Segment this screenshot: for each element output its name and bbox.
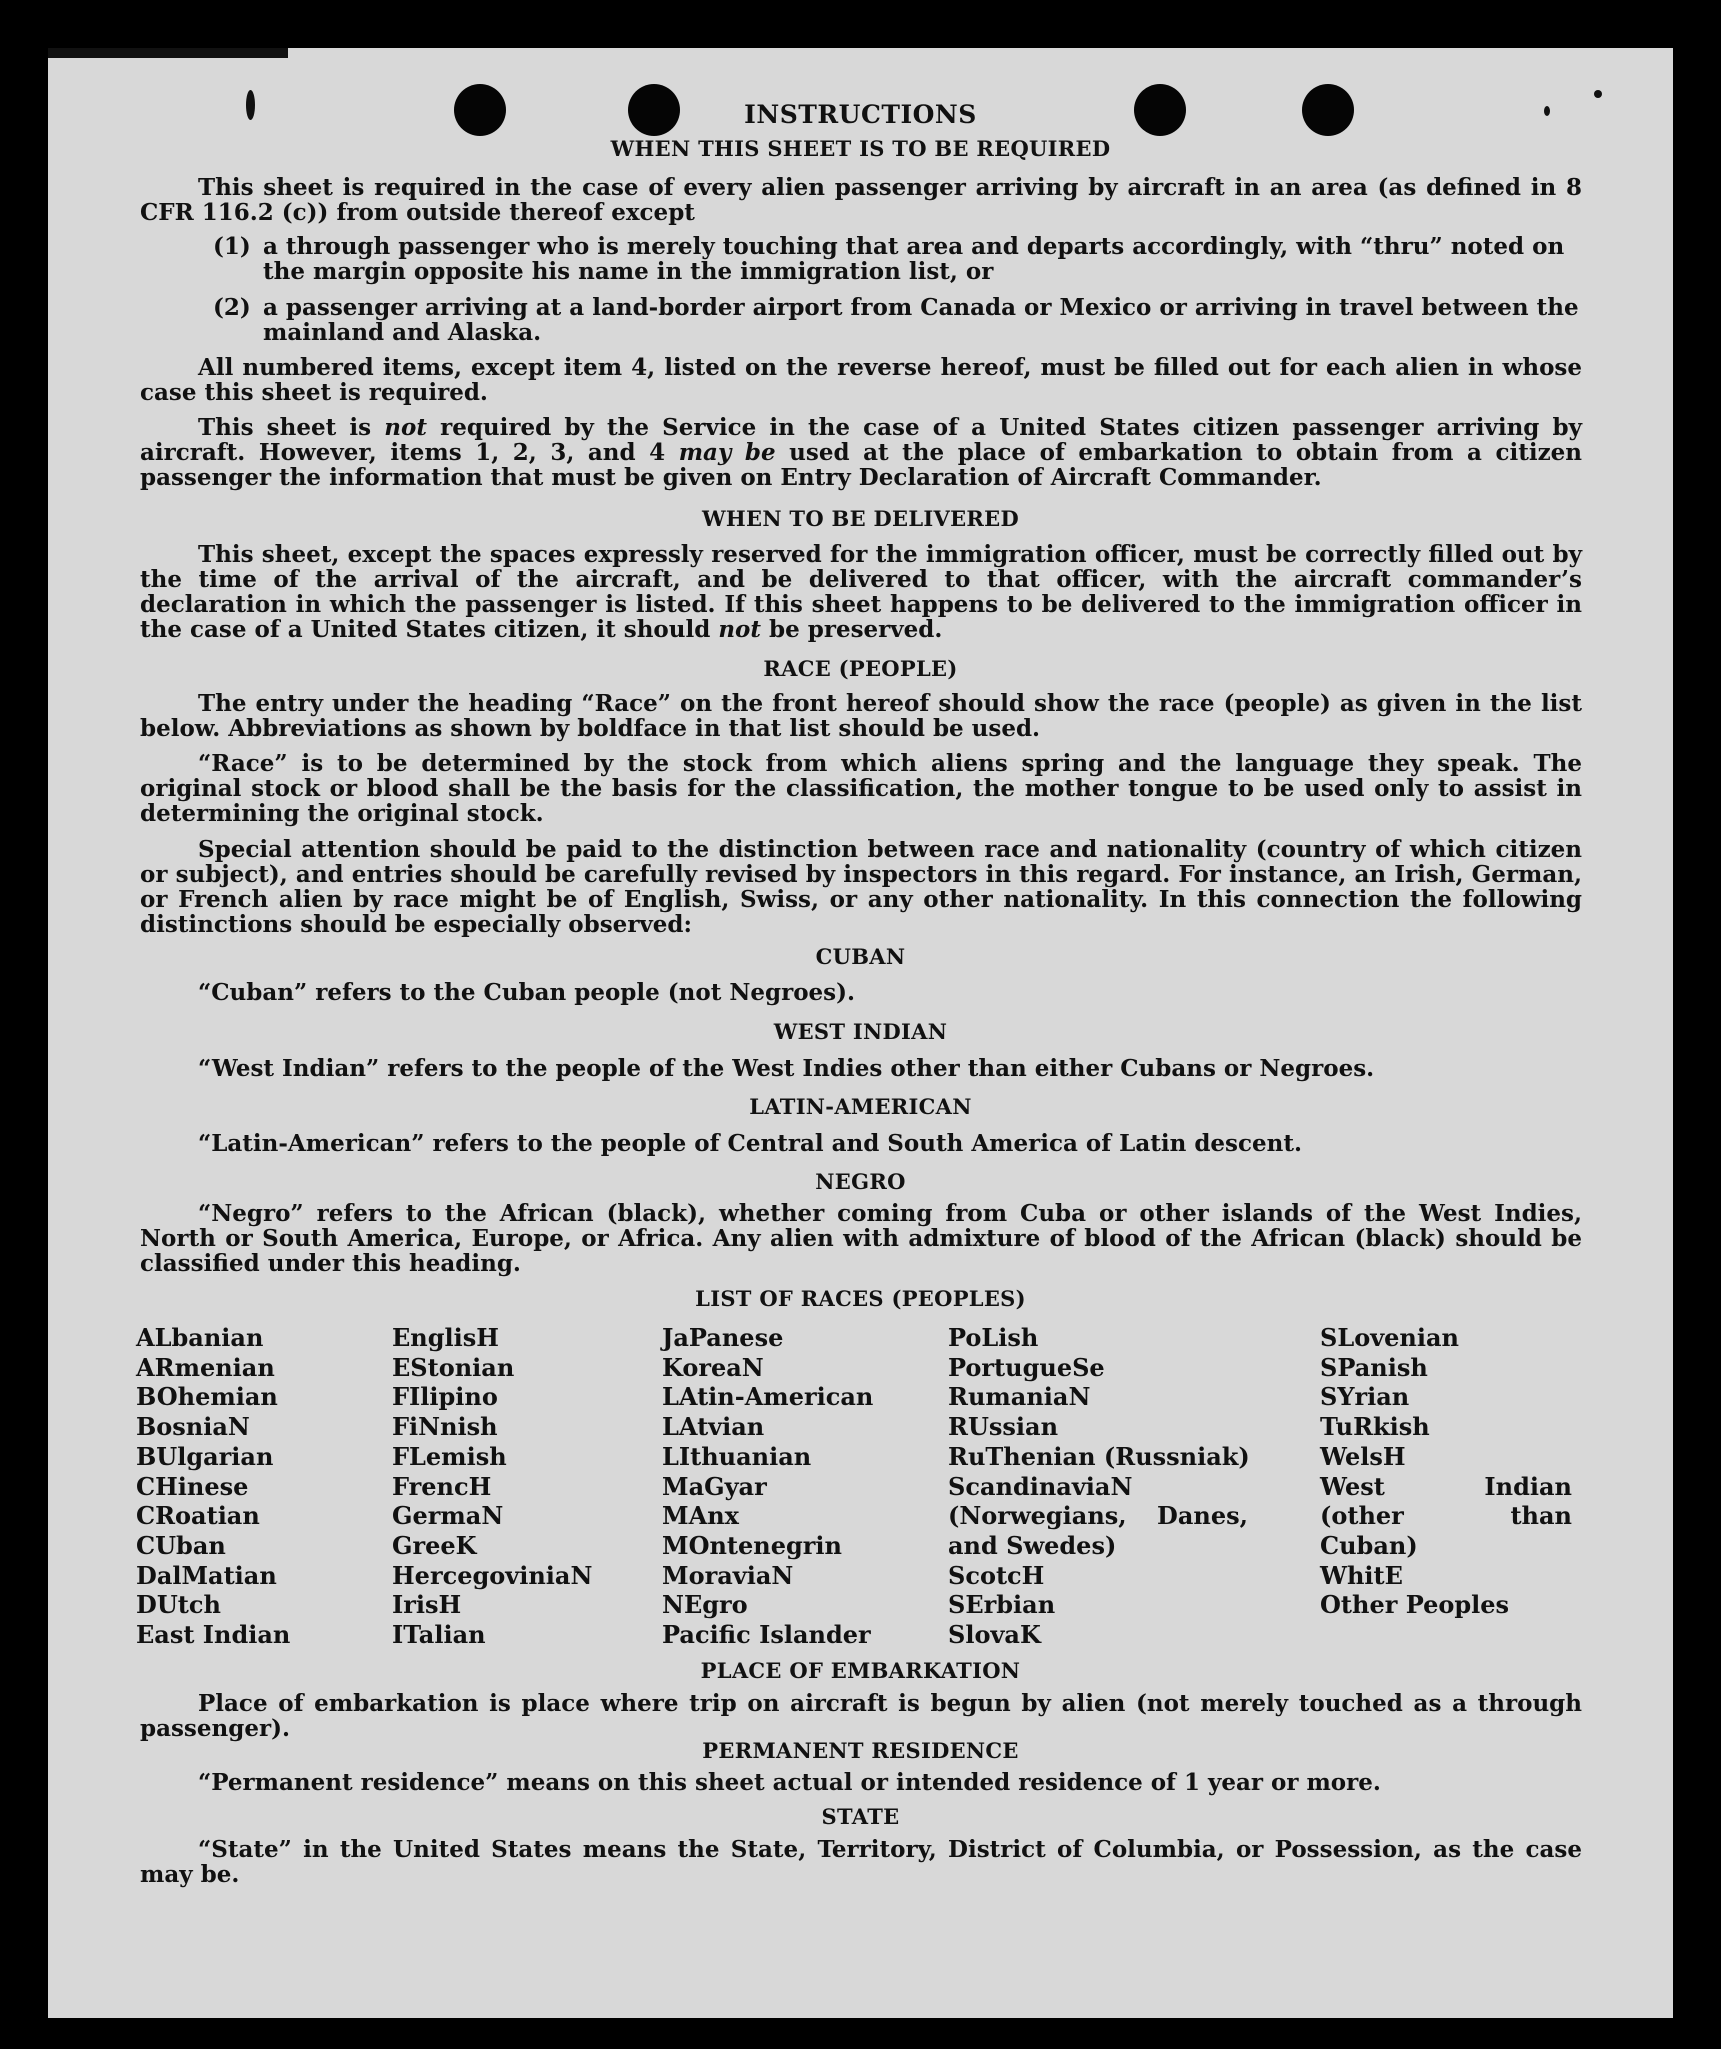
race-list-item: Other Peoples: [1320, 1590, 1510, 1620]
race-list-item: HercegoviniaN: [392, 1560, 593, 1590]
paragraph-required: This sheet is required in the case of every alien passenger arriving by aircraft in an area (as defined in 8 CFR 116.2 (c)) from outside thereof except: [140, 174, 1582, 226]
races-column-5: [1320, 1323, 1572, 1620]
section-heading-cuban: CUBAN: [815, 944, 906, 969]
race-list-item: MOntenegrin: [662, 1530, 842, 1560]
section-heading-west-indian: WEST INDIAN: [773, 1019, 948, 1044]
race-list-item: BOhemian: [136, 1382, 278, 1412]
section-heading-embarkation: PLACE OF EMBARKATION: [700, 1658, 1021, 1683]
race-list-item: SErbian: [948, 1590, 1056, 1620]
section-heading-state: STATE: [821, 1804, 900, 1829]
list-item-text: a through passenger who is merely touching that area and departs accordingly, with “thru” noted on the margin opposite his name in the immigration list, or: [263, 233, 1565, 285]
paragraph-race-entry: The entry under the heading “Race” on the front hereof should show the race (people) as given in the list below. Abbreviations as shown by boldface in that list should be used.: [140, 690, 1582, 742]
race-list-item: MAnx: [662, 1501, 739, 1531]
race-list-item: CRoatian: [136, 1501, 260, 1531]
race-list-item: GermaN: [392, 1501, 504, 1531]
race-list-item: ITalian: [392, 1620, 486, 1650]
section-heading-negro: NEGRO: [815, 1169, 906, 1194]
race-list-item: LIthuanian: [662, 1441, 812, 1471]
list-item-text: a passenger arriving at a land-border airport from Canada or Mexico or arriving in travel between the mainland and Alaska.: [263, 294, 1579, 346]
race-list-item: BosniaN: [136, 1412, 250, 1442]
paragraph-numbered-items: All numbered items, except item 4, listed on the reverse hereof, must be filled out for each alien in whose case this sheet is required.: [140, 354, 1582, 406]
page-title: INSTRUCTIONS: [744, 100, 977, 129]
race-list-item: LAtvian: [662, 1412, 765, 1442]
race-list-item: NEgro: [662, 1590, 748, 1620]
paragraph-cuban: “Cuban” refers to the Cuban people (not Negroes).: [198, 979, 856, 1006]
race-list-item: SYrian: [1320, 1382, 1410, 1412]
race-list-item: IrisH: [392, 1590, 462, 1620]
race-list-item: Pacific Islander: [662, 1620, 871, 1650]
races-column-2: [392, 1323, 632, 1650]
paragraph-embarkation: Place of embarkation is place where trip on aircraft is begun by alien (not merely touched as a through passenger).: [140, 1690, 1582, 1742]
paragraph-race-nationality: Special attention should be paid to the distinction between race and nationality (country of which citizen or subject), and entries should be carefully revised by inspectors in this regard. For instance, an Irish, German, or French alien by race might be of English, Swiss, or any other nationality. In this connection the following distinctions should be especially observed:: [140, 836, 1582, 938]
section-heading-residence: PERMANENT RESIDENCE: [702, 1738, 1019, 1763]
race-list-item: WelsH: [1320, 1441, 1406, 1471]
race-list-item: FrencH: [392, 1471, 492, 1501]
race-list-item: SlovaK: [948, 1620, 1041, 1650]
race-list-item: West Indian (other than Cuban): [1320, 1471, 1572, 1560]
race-list-item: ALbanian: [136, 1323, 264, 1352]
race-list-item: RUssian: [948, 1412, 1059, 1442]
paragraph-residence: “Permanent residence” means on this sheet actual or intended residence of 1 year or more.: [198, 1769, 1381, 1796]
race-list-item: DalMatian: [136, 1560, 277, 1590]
paragraph-citizen: This sheet is not required by the Service in the case of a United States citizen passenger arriving by aircraft. However, items 1, 2, 3, and 4 may be used at the place of embarkation to obtain from a citizen passenger the information that must be given on Entry Declaration of Aircraft Commander.: [140, 414, 1582, 491]
speck-mark: [1594, 90, 1602, 98]
race-list-item: MaGyar: [662, 1471, 767, 1501]
race-list-item: MoraviaN: [662, 1560, 794, 1590]
race-list-item: FiNnish: [392, 1412, 498, 1442]
race-list-item: FIlipino: [392, 1382, 498, 1412]
race-list-item: ARmenian: [136, 1352, 275, 1382]
paragraph-west-indian: “West Indian” refers to the people of the West Indies other than either Cubans or Negroes.: [198, 1055, 1375, 1082]
paragraph-race-determination: “Race” is to be determined by the stock from which aliens spring and the language they speak. The original stock or blood shall be the basis for the classification, the mother tongue to be used only to assist in determining the original stock.: [140, 750, 1582, 827]
race-list-item: RumaniaN: [948, 1382, 1091, 1412]
race-list-item: CUban: [136, 1530, 226, 1560]
section-heading-required: WHEN THIS SHEET IS TO BE REQUIRED: [610, 136, 1111, 161]
race-list-item: PortugueSe: [948, 1352, 1105, 1382]
race-list-item: FLemish: [392, 1441, 507, 1471]
list-item-number: (1): [213, 233, 251, 260]
paragraph-delivered: This sheet, except the spaces expressly reserved for the immigration officer, must be correctly filled out by the time of the arrival of the aircraft, and be delivered to that officer, with the aircraft commander’s declaration in which the passenger is listed. If this sheet happens to be delivered to the immigration officer in the case of a United States citizen, it should not be preserved.: [140, 541, 1582, 643]
page-title-block: [48, 100, 1673, 129]
paragraph-state: “State” in the United States means the State, Territory, District of Columbia, or Possession, as the case may be.: [140, 1836, 1582, 1888]
races-column-3: [662, 1323, 922, 1650]
list-item: [213, 294, 1582, 346]
race-list-item: PoLish: [948, 1323, 1039, 1352]
race-list-item: LAtin-American: [662, 1382, 874, 1412]
section-heading-latin-american: LATIN-AMERICAN: [749, 1094, 972, 1119]
race-list-item: SPanish: [1320, 1352, 1428, 1382]
race-list-item: WhitE: [1320, 1560, 1403, 1590]
document-page: [48, 48, 1673, 2018]
races-column-4: [948, 1323, 1248, 1650]
race-list-item: RuThenian (Russniak): [948, 1441, 1250, 1471]
races-column-1: [136, 1323, 376, 1650]
race-list-item: GreeK: [392, 1530, 477, 1560]
race-list-item: SLovenian: [1320, 1323, 1459, 1352]
section-heading-list-of-races: LIST OF RACES (PEOPLES): [695, 1286, 1026, 1311]
section-heading-delivered: WHEN TO BE DELIVERED: [701, 506, 1019, 531]
list-item-number: (2): [213, 294, 251, 321]
race-list-item: DUtch: [136, 1590, 221, 1620]
race-list-item: CHinese: [136, 1471, 249, 1501]
race-list-item: ScotcH: [948, 1560, 1045, 1590]
race-list-item: ScandinaviaN (Norwegians, Danes, and Swedes): [948, 1471, 1248, 1560]
race-list-item: EStonian: [392, 1352, 515, 1382]
section-heading-race: RACE (PEOPLE): [763, 656, 958, 681]
paragraph-latin-american: “Latin-American” refers to the people of Central and South America of Latin descent.: [198, 1130, 1302, 1157]
race-list-item: BUlgarian: [136, 1441, 274, 1471]
race-list-item: East Indian: [136, 1620, 291, 1650]
race-list-item: KoreaN: [662, 1352, 764, 1382]
race-list-item: TuRkish: [1320, 1412, 1430, 1442]
race-list-item: JaPanese: [662, 1323, 784, 1352]
paragraph-negro: “Negro” refers to the African (black), whether coming from Cuba or other islands of the West Indies, North or South America, Europe, or Africa. Any alien with admixture of blood of the African (black) should be classified under this heading.: [140, 1200, 1582, 1277]
list-item: [213, 233, 1582, 285]
speck-mark: [48, 48, 288, 58]
race-list-item: EnglisH: [392, 1323, 499, 1352]
